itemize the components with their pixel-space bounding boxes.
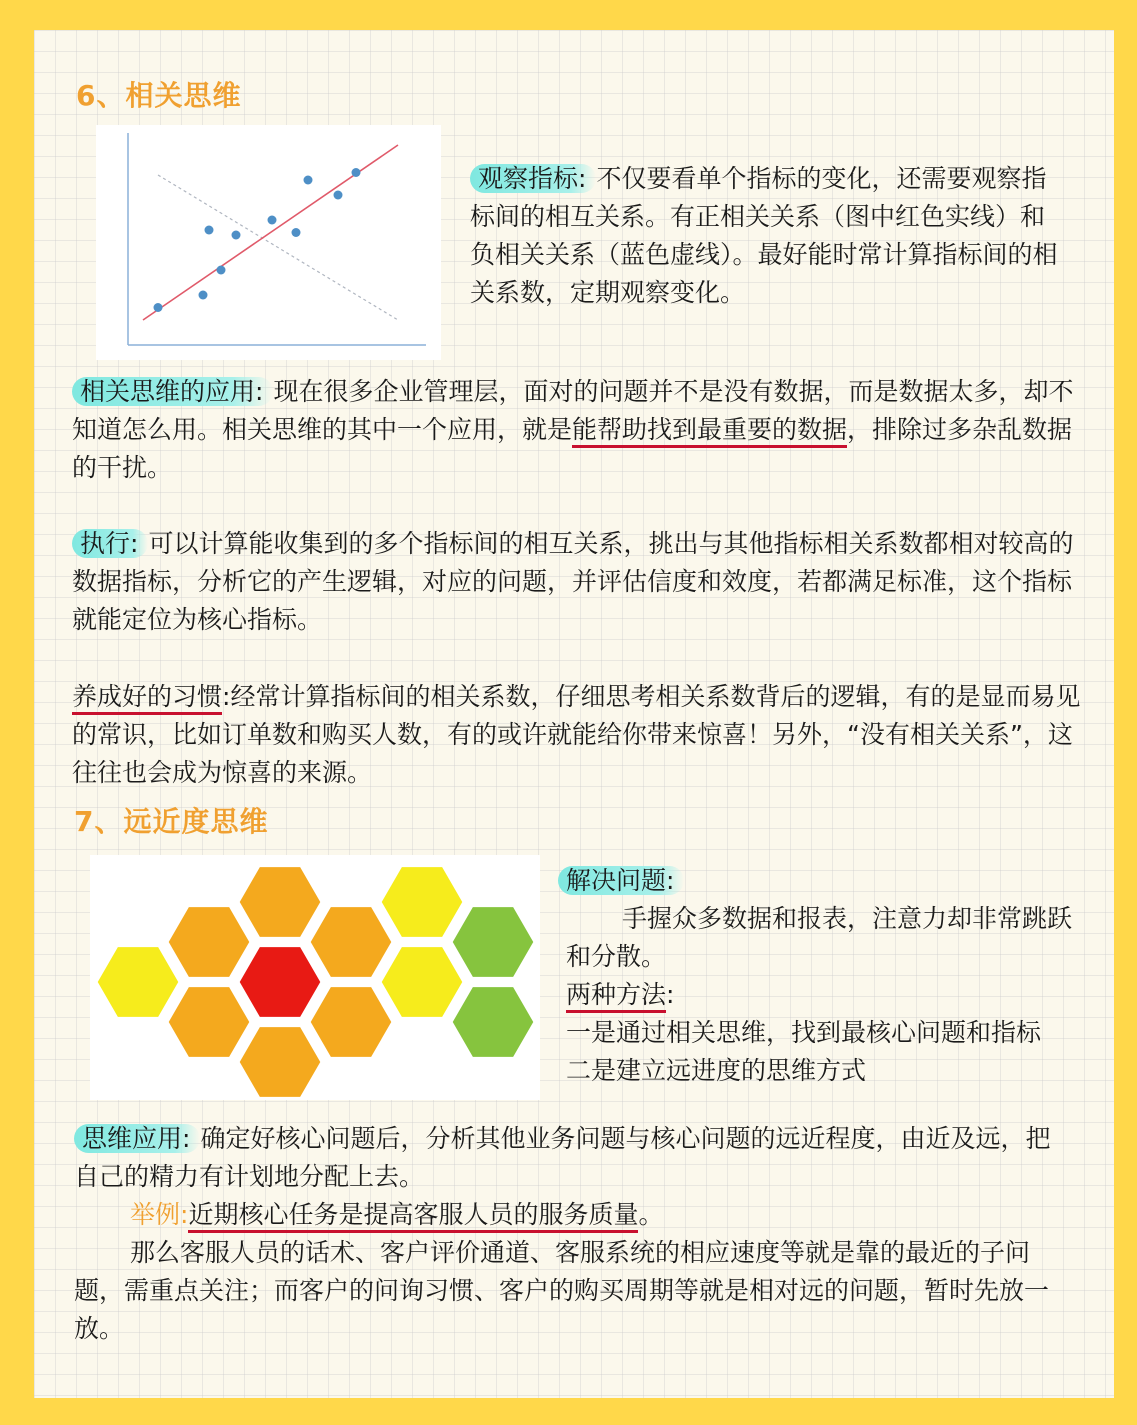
scatter-chart	[96, 125, 441, 360]
hexagon-diagram	[90, 855, 540, 1100]
correlation-application-label: 相关思维的应用:	[72, 377, 273, 406]
hexagon-cell-green	[451, 906, 535, 979]
methods-label: 两种方法	[566, 980, 666, 1013]
solve-problem-block	[558, 862, 1088, 1090]
scatter-point	[217, 266, 226, 275]
page	[34, 30, 1114, 1398]
observe-label: 观察指标:	[470, 164, 596, 193]
solve-problem-text: 手握众多数据和报表，注意力却非常跳跃和分散。	[566, 904, 1073, 971]
method-2: 二是建立远进度的思维方式	[566, 1056, 867, 1085]
scatter-point	[154, 303, 163, 312]
hexagon-cell-yellow	[380, 866, 464, 939]
habit-text: :经常计算指标间的相关系数，仔细思考相关系数背后的逻辑，有的是显而易见的常识，比如订单数和购买人数，有的或许就能给你带来惊喜！另外，“没有相关关系”，这往往也会成为惊喜的来源。	[72, 682, 1081, 787]
scatter-point	[232, 231, 241, 240]
hexagon-cell-green	[451, 986, 535, 1059]
hexagon-cell-orange	[167, 986, 251, 1059]
methods-colon: :	[666, 980, 675, 1009]
scatter-point	[199, 291, 208, 300]
hexagon-cell-orange	[309, 986, 393, 1059]
execute-text: 可以计算能收集到的多个指标间的相互关系，挑出与其他指标相关系数都相对较高的数据指标，分析它的产生逻辑，对应的问题，并评估信度和效度，若都满足标准，这个指标就能定位为核心指标。	[72, 529, 1074, 634]
correlation-application-text2: ，排除过多杂乱数据的干扰。	[72, 415, 1073, 482]
observe-text: 不仅要看单个指标的变化，还需要观察指标间的相互关系。有正相关关系（图中红色实线）和负相关关系（蓝色虚线）。最好能时常计算指标间的相关系数，定期观察变化。	[470, 164, 1058, 307]
example-end: 。	[638, 1200, 664, 1229]
correlation-application-text1: 现在很多企业管理层，面对的问题并不是没有数据，而是数据太多，却不知道怎么用。相关思维的其中一个应用，就是	[72, 377, 1074, 444]
scatter-chart-card	[96, 125, 441, 360]
section7-heading: 7、远近度思维	[74, 805, 269, 838]
section6-heading: 6、相关思维	[76, 79, 242, 112]
scatter-point	[292, 228, 301, 237]
thinking-application-text: 确定好核心问题后，分析其他业务问题与核心问题的远近程度，由近及远，把自己的精力有计划地分配上去。	[74, 1124, 1051, 1191]
hexagon-cell-yellow	[96, 946, 180, 1019]
execute-paragraph	[72, 525, 1082, 639]
scatter-point	[334, 191, 343, 200]
hexagon-cell-orange	[309, 906, 393, 979]
correlation-application-underline: 能帮助找到最重要的数据	[572, 415, 847, 448]
negative-trend-line	[158, 175, 398, 320]
execute-label: 执行:	[72, 529, 148, 558]
thinking-application-block	[74, 1120, 1074, 1348]
scatter-point	[205, 226, 214, 235]
hexagon-cell-orange	[167, 906, 251, 979]
scatter-point	[304, 176, 313, 185]
hexagon-cell-yellow	[380, 946, 464, 1019]
method-1: 一是通过相关思维，找到最核心问题和指标	[566, 1018, 1042, 1047]
observe-paragraph	[470, 160, 1060, 312]
hexagon-diagram-card	[90, 855, 540, 1100]
example-text: 近期核心任务是提高客服人员的服务质量	[188, 1200, 638, 1233]
hexagon-cell-orange	[238, 1026, 322, 1099]
hexagon-cell-red	[238, 946, 322, 1019]
habit-paragraph	[72, 678, 1082, 792]
correlation-application-paragraph	[72, 373, 1082, 487]
solve-problem-label: 解决问题:	[558, 866, 684, 895]
thinking-application-label: 思维应用:	[74, 1124, 200, 1153]
hexagon-cell-orange	[238, 866, 322, 939]
example-label: 举例:	[130, 1200, 189, 1229]
habit-label: 养成好的习惯	[72, 682, 222, 715]
scatter-point	[352, 168, 361, 177]
scatter-point	[268, 216, 277, 225]
example-detail: 那么客服人员的话术、客户评价通道、客服系统的相应速度等就是靠的最近的子问题，需重点关注；而客户的问询习惯、客户的购买周期等就是相对远的问题，暂时先放一放。	[74, 1238, 1050, 1343]
